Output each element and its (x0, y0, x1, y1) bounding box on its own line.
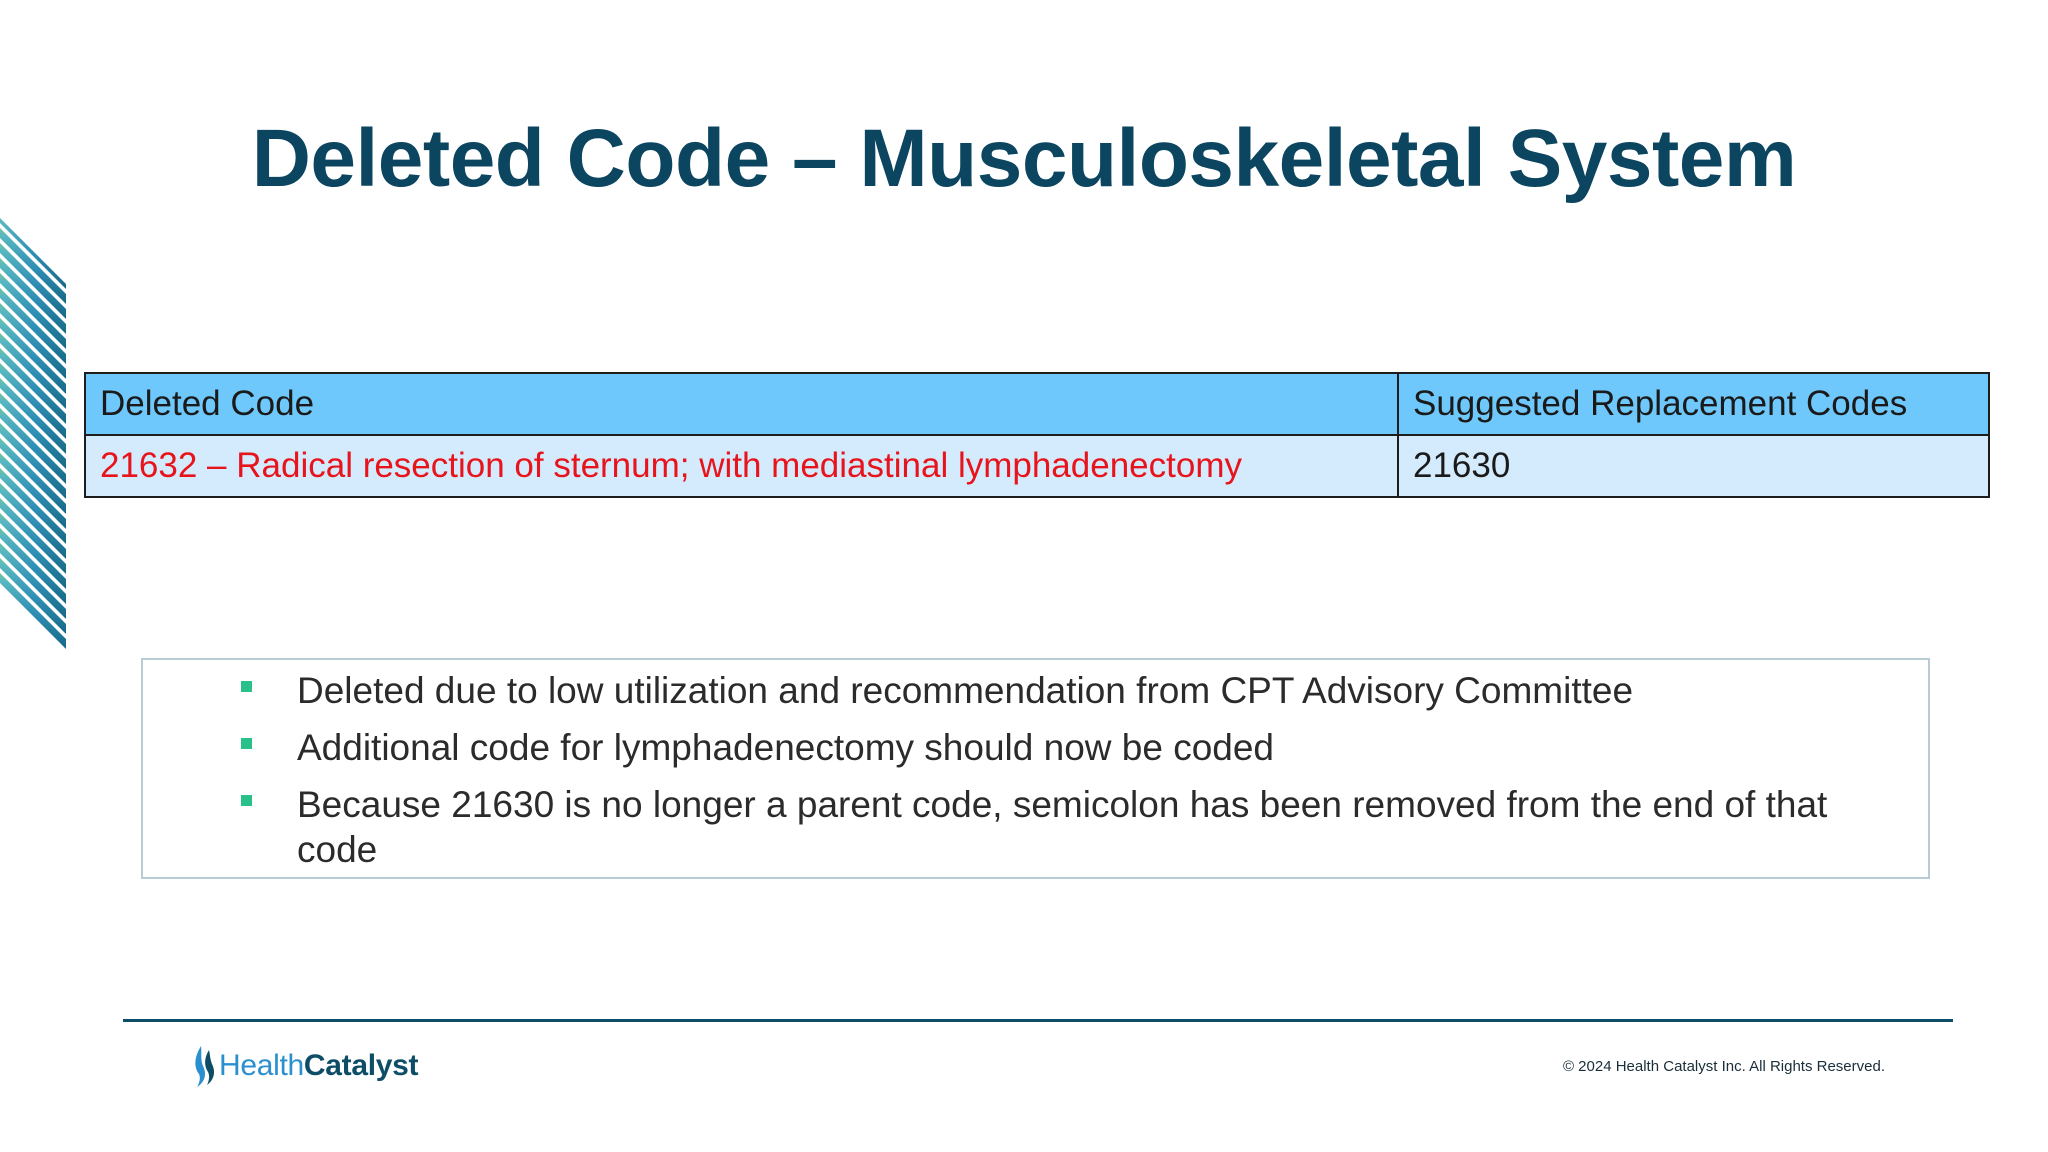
square-bullet-icon (241, 681, 252, 692)
table-header-row (85, 373, 1989, 435)
list-item (240, 782, 1890, 872)
table-row (85, 435, 1989, 497)
replacement-code-cell: 21630 (1398, 435, 1989, 497)
deleted-code-table (84, 372, 1990, 498)
diagonal-stripes-decoration (0, 218, 66, 652)
logo-word-catalyst: Catalyst (303, 1049, 419, 1082)
flame-logo-icon (191, 1044, 217, 1088)
deleted-code-cell: 21632 – Radical resection of sternum; with mediastinal lymphadenectomy (85, 435, 1398, 497)
logo-word-health: Health (219, 1049, 304, 1082)
copyright-text: © 2024 Health Catalyst Inc. All Rights Reserved. (1562, 1058, 1885, 1075)
health-catalyst-logo (191, 1044, 418, 1088)
square-bullet-icon (241, 795, 252, 806)
note-text: Additional code for lymphadenectomy should now be coded (297, 727, 1275, 768)
notes-list (240, 668, 1890, 884)
header-deleted-code: Deleted Code (85, 373, 1398, 435)
note-text: Because 21630 is no longer a parent code, semicolon has been removed from the end of that code (297, 784, 1828, 870)
notes-box (141, 658, 1930, 879)
header-replacement-codes: Suggested Replacement Codes (1398, 373, 1989, 435)
stripe-line (0, 218, 66, 223)
list-item (240, 668, 1890, 713)
slide-title: Deleted Code – Musculoskeletal System (251, 113, 1797, 204)
square-bullet-icon (241, 738, 252, 749)
list-item (240, 725, 1890, 770)
stripe-line (0, 643, 66, 652)
footer-divider (123, 1019, 1953, 1022)
note-text: Deleted due to low utilization and recommendation from CPT Advisory Committee (297, 670, 1634, 711)
logo-wordmark (219, 1049, 418, 1083)
